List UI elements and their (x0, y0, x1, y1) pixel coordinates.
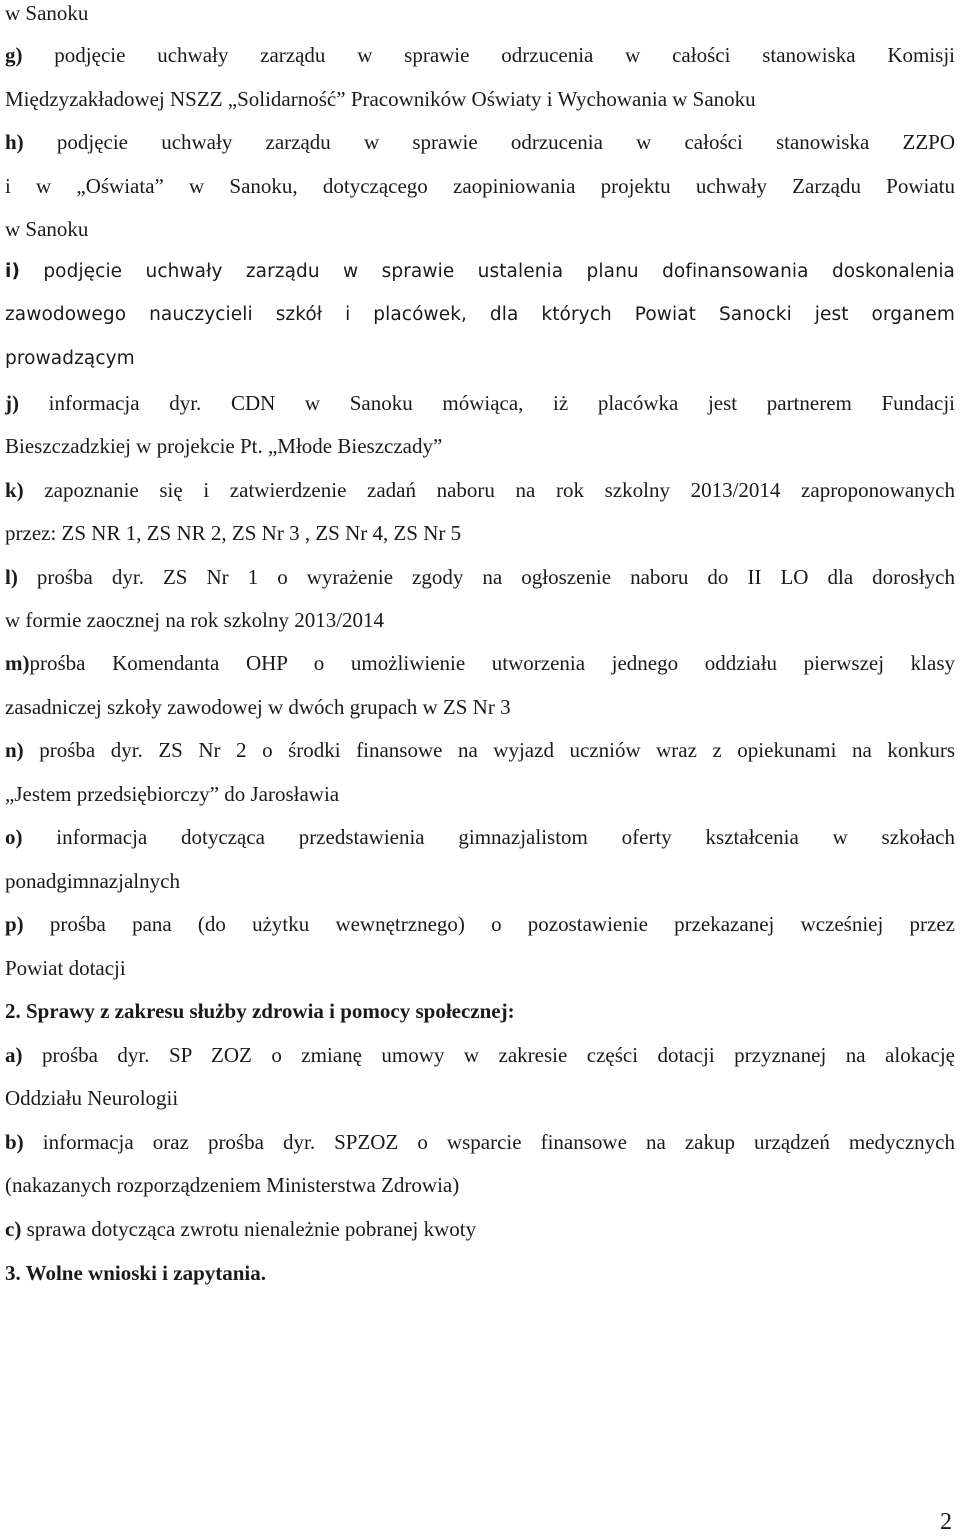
text-line (5, 868, 955, 894)
heading-text: 2. Sprawy z zakresu służby zdrowia i pomocy społecznej: (5, 999, 515, 1023)
line-text: zasadniczej szkoły zawodowej w dwóch grupach w ZS Nr 3 (5, 695, 511, 719)
line-text: w Sanoku (5, 1, 89, 25)
line-text: Oddziału Neurologii (5, 1086, 179, 1110)
line-text: Bieszczadzkiej w projekcie Pt. „Młode Bieszczady” (5, 434, 443, 458)
list-item-c (5, 1216, 955, 1242)
list-item-l (5, 564, 955, 590)
item-marker: b) (5, 1130, 24, 1154)
text-line (5, 694, 955, 720)
text-line (5, 173, 955, 199)
list-item-p (5, 911, 955, 937)
line-text: i w „Oświata” w Sanoku, dotyczącego zaopiniowania projektu uchwały Zarządu Powiatu (5, 174, 955, 198)
text-line (5, 1172, 955, 1198)
text-line (5, 302, 955, 328)
section-heading-2 (5, 998, 955, 1024)
line-text: Powiat dotacji (5, 956, 126, 980)
section-heading-3 (5, 1260, 955, 1286)
list-item-o (5, 824, 955, 850)
line-text: informacja dotycząca przedstawienia gimnazjalistom oferty kształcenia w szkołach (22, 825, 955, 849)
line-text: sprawa dotycząca zwrotu nienależnie pobranej kwoty (21, 1217, 477, 1241)
list-item-k (5, 477, 955, 503)
line-text: ponadgimnazjalnych (5, 869, 180, 893)
list-item-i (5, 259, 955, 285)
text-line (5, 781, 955, 807)
list-item-m (5, 650, 955, 676)
item-marker: k) (5, 478, 24, 502)
line-text: prośba Komendanta OHP o umożliwienie utworzenia jednego oddziału pierwszej klasy (29, 651, 955, 675)
item-marker: p) (5, 912, 24, 936)
line-text: w Sanoku (5, 217, 89, 241)
line-text: (nakazanych rozporządzeniem Ministerstwa Zdrowia) (5, 1173, 460, 1197)
line-text: informacja dyr. CDN w Sanoku mówiąca, iż placówka jest partnerem Fundacji (19, 391, 955, 415)
line-text: w formie zaocznej na rok szkolny 2013/2014 (5, 608, 385, 632)
list-item-n (5, 737, 955, 763)
line-text: przez: ZS NR 1, ZS NR 2, ZS Nr 3 , ZS Nr 4, ZS Nr 5 (5, 521, 462, 545)
text-line (5, 607, 955, 633)
text-line (5, 433, 955, 459)
text-line (5, 86, 955, 112)
line-text: podjęcie uchwały zarządu w sprawie odrzucenia w całości stanowiska ZZPO (23, 130, 955, 154)
list-item-a (5, 1042, 955, 1068)
line-text: „Jestem przedsiębiorczy” do Jarosławia (5, 782, 340, 806)
item-marker: m) (5, 651, 30, 675)
item-marker: c) (5, 1217, 22, 1241)
line-text: informacja oraz prośba dyr. SPZOZ o wsparcie finansowe na zakup urządzeń medycznych (23, 1130, 955, 1154)
heading-text: 3. Wolne wnioski i zapytania. (5, 1261, 267, 1285)
text-line (5, 216, 955, 242)
list-item-h (5, 129, 955, 155)
item-marker: l) (5, 565, 18, 589)
page-number: 2 (940, 1509, 952, 1535)
text-line (5, 0, 955, 26)
list-item-b (5, 1129, 955, 1155)
line-text: podjęcie uchwały zarządu w sprawie ustalenia planu dofinansowania doskonalenia (20, 261, 955, 282)
item-marker: i) (5, 261, 20, 282)
line-text: prośba dyr. ZS Nr 2 o środki finansowe na wyjazd uczniów wraz z opiekunami na konkurs (23, 738, 955, 762)
line-text: prośba pana (do użytku wewnętrznego) o pozostawienie przekazanej wcześniej przez (23, 912, 955, 936)
line-text: podjęcie uchwały zarządu w sprawie odrzucenia w całości stanowiska Komisji (22, 43, 955, 67)
item-marker: h) (5, 130, 24, 154)
item-marker: n) (5, 738, 24, 762)
item-marker: g) (5, 43, 23, 67)
item-marker: a) (5, 1043, 23, 1067)
line-text: prośba dyr. ZS Nr 1 o wyrażenie zgody na ogłoszenie naboru do II LO dla dorosłych (17, 565, 955, 589)
line-text: Międzyzakładowej NSZZ „Solidarność” Pracowników Oświaty i Wychowania w Sanoku (5, 87, 756, 111)
list-item-j (5, 390, 955, 416)
line-text: prowadzącym (5, 348, 135, 369)
text-line (5, 520, 955, 546)
line-text: prośba dyr. SP ZOZ o zmianę umowy w zakresie części dotacji przyznanej na alokację (22, 1043, 955, 1067)
item-marker: o) (5, 825, 23, 849)
item-marker: j) (5, 391, 19, 415)
line-text: zawodowego nauczycieli szkół i placówek, dla których Powiat Sanocki jest organem (5, 304, 955, 325)
text-line (5, 346, 955, 372)
line-text: zapoznanie się i zatwierdzenie zadań naboru na rok szkolny 2013/2014 zaproponowanych (23, 478, 955, 502)
list-item-g (5, 42, 955, 68)
text-line (5, 1085, 955, 1111)
text-line (5, 955, 955, 981)
